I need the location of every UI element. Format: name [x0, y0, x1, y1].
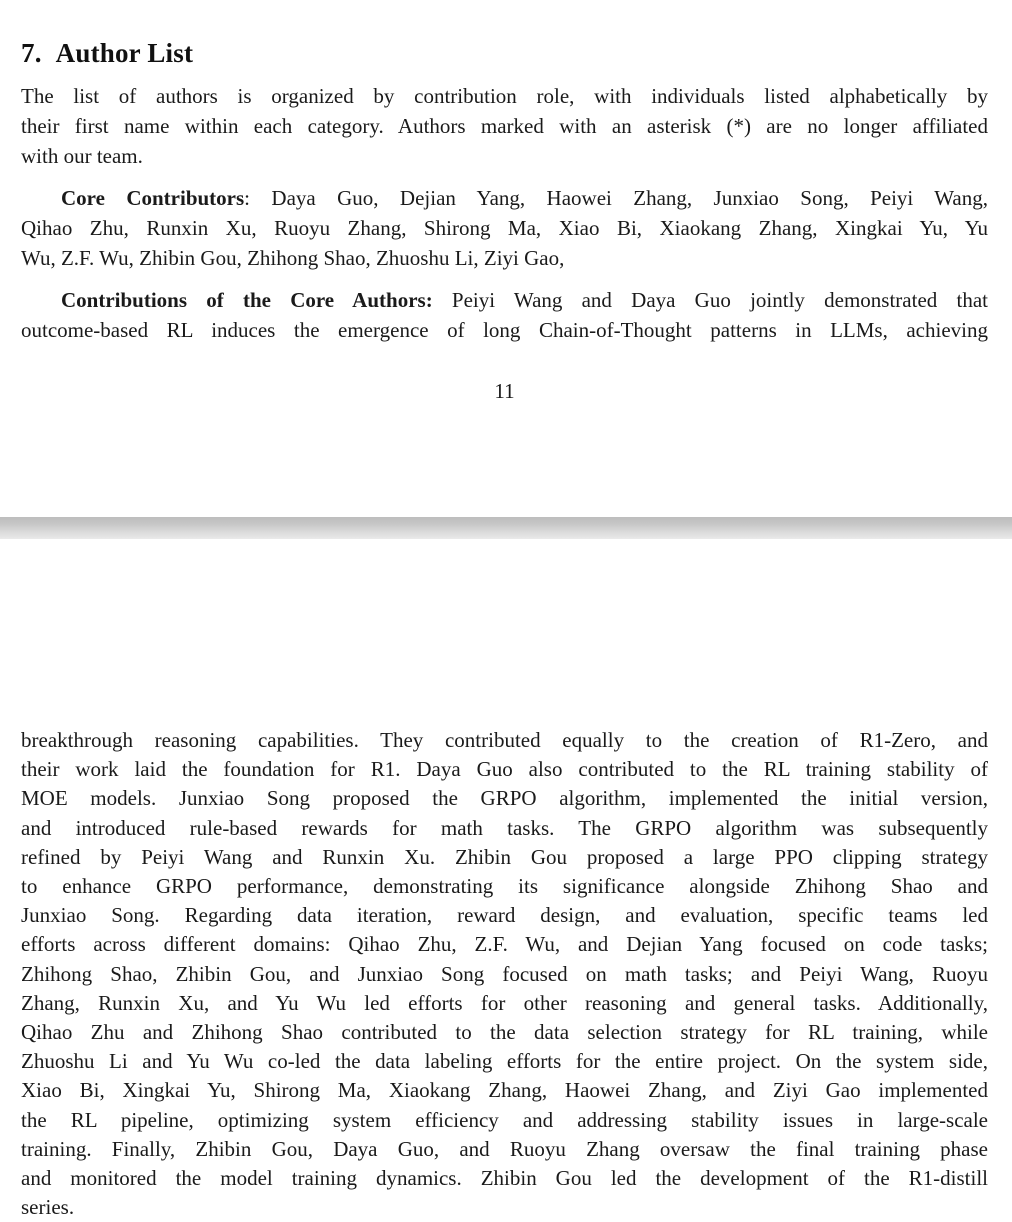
text-line: training. Finally, Zhibin Gou, Daya Guo, and Ruoyu Zhang oversaw the final training phase	[21, 1136, 988, 1161]
contributions-paragraph	[21, 285, 988, 345]
text-line: Zhang, Runxin Xu, and Yu Wu led efforts for other reasoning and general tasks. Additionally,	[21, 990, 988, 1015]
text-line: outcome-based RL induces the emergence of long Chain-of-Thought patterns in LLMs, achieving	[21, 318, 988, 342]
text-line: with our team.	[21, 144, 143, 168]
text-line: Qihao Zhu, Runxin Xu, Ruoyu Zhang, Shirong Ma, Xiao Bi, Xiaokang Zhang, Xingkai Yu, Yu	[21, 216, 988, 240]
page-separator	[0, 517, 1012, 539]
section-title: Author List	[55, 38, 194, 69]
section-heading	[21, 37, 988, 69]
page-number: 11	[494, 379, 515, 403]
text-line: to enhance GRPO performance, demonstrating its significance alongside Zhihong Shao and	[21, 874, 988, 899]
pdf-page-12	[0, 539, 1012, 1222]
text-line: Wu, Z.F. Wu, Zhibin Gou, Zhihong Shao, Zhuoshu Li, Ziyi Gao,	[21, 246, 565, 270]
text-line: refined by Peiyi Wang and Runxin Xu. Zhibin Gou proposed a large PPO clipping strategy	[21, 844, 988, 869]
text-line: Zhuoshu Li and Yu Wu co-led the data labeling efforts for the entire project. On the system side,	[21, 1049, 988, 1074]
core-contributors-continuation	[21, 213, 988, 273]
text-line: breakthrough reasoning capabilities. They contributed equally to the creation of R1-Zero, and	[21, 728, 988, 752]
intro-paragraph	[21, 81, 988, 171]
text-line: their first name within each category. Authors marked with an asterisk (*) are no longer affiliated	[21, 114, 988, 138]
text-line: and monitored the model training dynamics. Zhibin Gou led the development of the R1-distill	[21, 1166, 988, 1191]
text-line: and introduced rule-based rewards for math tasks. The GRPO algorithm was subsequently	[21, 815, 988, 840]
core-contributors-names: : Daya Guo, Dejian Yang, Haowei Zhang, Junxiao Song, Peiyi Wang,	[244, 186, 988, 210]
section-number: 7.	[21, 38, 42, 69]
text-line	[21, 285, 988, 315]
text-line: MOE models. Junxiao Song proposed the GRPO algorithm, implemented the initial version,	[21, 786, 988, 811]
text-line: the RL pipeline, optimizing system efficiency and addressing stability issues in large-scale	[21, 1107, 988, 1132]
core-contributors-paragraph	[21, 183, 988, 273]
text-line	[21, 183, 988, 213]
text-line: Zhihong Shao, Zhibin Gou, and Junxiao Song focused on math tasks; and Peiyi Wang, Ruoyu	[21, 961, 988, 986]
core-contributors-label: Core Contributors	[61, 186, 245, 210]
text-line: series.	[21, 1195, 75, 1220]
text-line: The list of authors is organized by contribution role, with individuals listed alphabetically by	[21, 84, 988, 108]
pdf-page-11	[0, 0, 1012, 517]
text-line: Qihao Zhu and Zhihong Shao contributed to the data selection strategy for RL training, while	[21, 1020, 988, 1045]
contributions-continuation	[21, 315, 988, 345]
text-line: efforts across different domains: Qihao Zhu, Z.F. Wu, and Dejian Yang focused on code tasks;	[21, 932, 988, 957]
contributions-text: Peiyi Wang and Daya Guo jointly demonstrated that	[432, 288, 988, 312]
text-line: Xiao Bi, Xingkai Yu, Shirong Ma, Xiaokang Zhang, Haowei Zhang, and Ziyi Gao implemented	[21, 1078, 988, 1103]
body-paragraph-continuation	[21, 726, 988, 1222]
contributions-label: Contributions of the Core Authors:	[61, 288, 433, 312]
text-line: their work laid the foundation for R1. Daya Guo also contributed to the RL training stability of	[21, 757, 988, 782]
text-line: Junxiao Song. Regarding data iteration, reward design, and evaluation, specific teams led	[21, 903, 988, 928]
